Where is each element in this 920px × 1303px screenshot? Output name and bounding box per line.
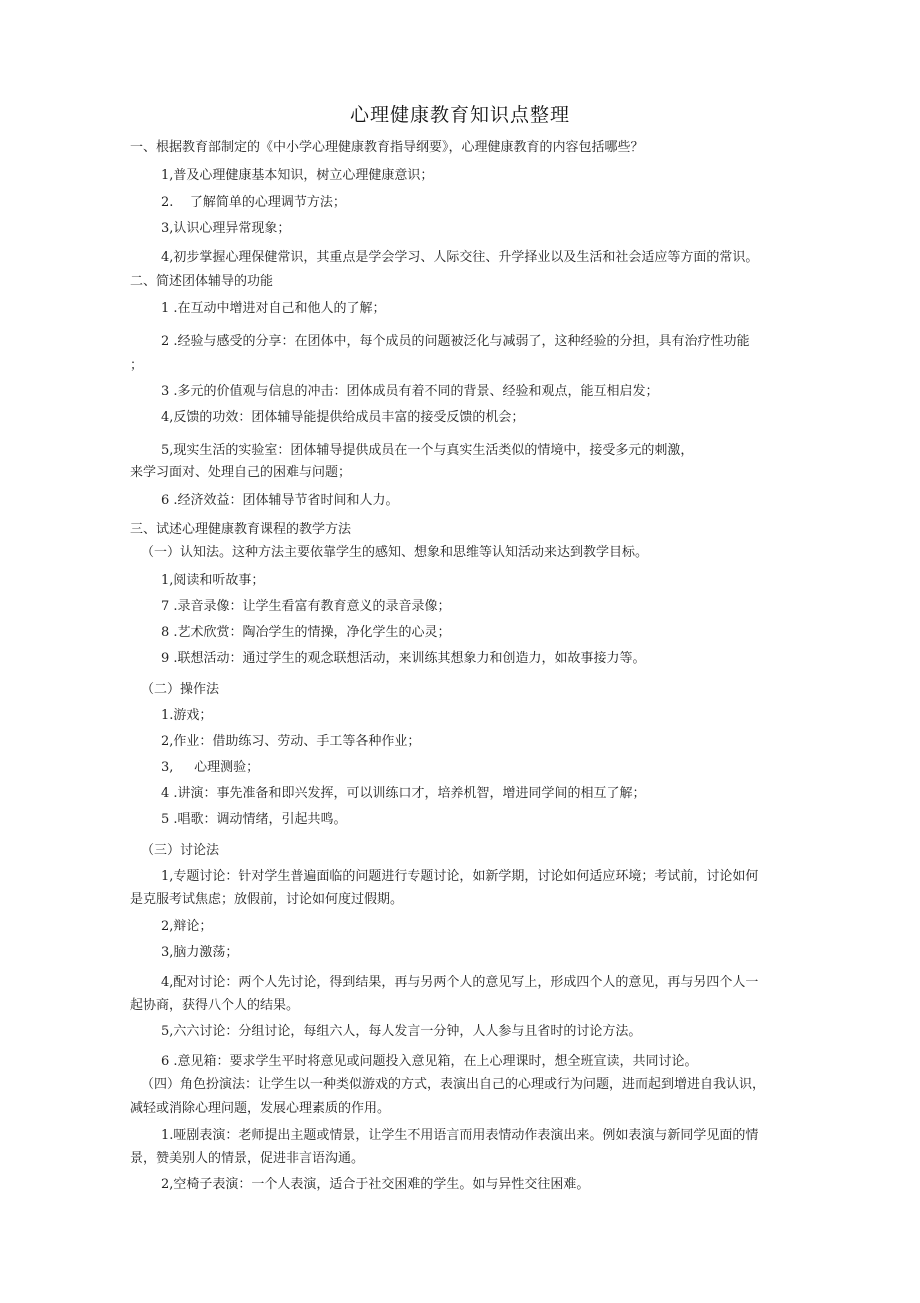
list-item: 5,六六讨论：分组讨论，每组六人，每人发言一分钟，人人参与且省时的讨论方法。: [161, 1024, 642, 1039]
subsection-heading: （二）操作法: [141, 682, 220, 697]
list-item: 1 .在互动中增进对自己和他人的了解；: [161, 301, 386, 316]
list-item-continuation: 起协商，获得八个人的结果。: [130, 998, 300, 1013]
list-item: 2,作业：借助练习、劳动、手工等各种作业；: [161, 734, 421, 749]
list-item: 6 .意见箱：要求学生平时将意见或问题投入意见箱，在上心理课时，想全班宣读，共同讨论。: [161, 1054, 698, 1069]
subsection-heading: （三）讨论法: [141, 843, 220, 858]
list-item: 2,空椅子表演：一个人表演，适合于社交困难的学生。如与异性交往困难。: [161, 1177, 590, 1192]
list-item: 5,现实生活的实验室：团体辅导提供成员在一个与真实生活类似的情境中，接受多元的刺激，: [161, 443, 694, 458]
list-item-continuation: ；: [130, 358, 144, 373]
list-item: 6 .经济效益：团体辅导节省时间和人力。: [161, 493, 399, 508]
list-item: 3,认识心理异常现象；: [161, 221, 291, 236]
list-item: 4,配对讨论：两个人先讨论，得到结果，再与另两个人的意见写上，形成四个人的意见，再与另四个人一: [161, 975, 759, 990]
list-item: 2,辩论；: [161, 919, 213, 934]
list-item: 4,初步掌握心理保健常识，其重点是学会学习、人际交往、升学择业以及生活和社会适应等方面的常识。: [161, 250, 759, 265]
list-item: 1,阅读和听故事；: [161, 573, 265, 588]
subsection-heading: （四）角色扮演法：让学生以一种类似游戏的方式，表演出自己的心理或行为问题，进而起到增进自我认识，: [141, 1077, 766, 1092]
list-item: 3,脑力激荡；: [161, 945, 239, 960]
question-heading-2: 二、简述团体辅导的功能: [130, 274, 274, 289]
list-item: 3, 心理测验；: [161, 760, 260, 775]
list-item: 2. 了解简单的心理调节方法；: [161, 195, 346, 210]
list-item: 1.游戏；: [161, 708, 213, 723]
subsection-heading-continuation: 减轻或消除心理问题，发展心理素质的作用。: [130, 1101, 391, 1116]
list-item-continuation: 是克服考试焦虑；放假前，讨论如何度过假期。: [130, 892, 404, 907]
list-item: 5 .唱歌：调动情绪，引起共鸣。: [161, 812, 347, 827]
list-item: 9 .联想活动：通过学生的观念联想活动，来训练其想象力和创造力，如故事接力等。: [161, 651, 646, 666]
list-item: 1,普及心理健康基本知识，树立心理健康意识；: [161, 168, 434, 183]
list-item: 4 .讲演：事先准备和即兴发挥，可以训练口才，培养机智，增进同学间的相互了解；: [161, 786, 646, 801]
question-heading-1: 一、根据教育部制定的《中小学心理健康教育指导纲要》，心理健康教育的内容包括哪些？: [130, 140, 644, 155]
list-item: 3 .多元的价值观与信息的冲击：团体成员有着不同的背景、经验和观点，能互相启发；: [161, 384, 659, 399]
list-item: 7 .录音录像：让学生看富有教育意义的录音录像；: [161, 599, 451, 614]
list-item: 1,专题讨论：针对学生普遍面临的问题进行专题讨论，如新学期，讨论如何适应环境；考试前，讨论如何: [161, 869, 759, 884]
list-item: 2 .经验与感受的分享：在团体中，每个成员的问题被泛化与减弱了，这种经验的分担，具有治疗性功能: [161, 334, 750, 349]
subsection-heading: （一）认知法。这种方法主要依靠学生的感知、想象和思维等认知活动来达到教学目标。: [141, 545, 649, 560]
list-item: 4,反馈的功效：团体辅导能提供给成员丰富的接受反馈的机会；: [161, 410, 525, 425]
list-item: 8 .艺术欣赏：陶冶学生的情操，净化学生的心灵；: [161, 625, 451, 640]
list-item-continuation: 景，赞美别人的情景，促进非言语沟通。: [130, 1151, 365, 1166]
page-title: 心理健康教育知识点整理: [349, 104, 570, 126]
list-item: 1.哑剧表演：老师提出主题或情景，让学生不用语言而用表情动作表演出来。例如表演与新同学见面的情: [161, 1128, 759, 1143]
question-heading-3: 三、试述心理健康教育课程的教学方法: [130, 522, 352, 537]
list-item-continuation: 来学习面对、处理自己的困难与问题；: [130, 465, 352, 480]
